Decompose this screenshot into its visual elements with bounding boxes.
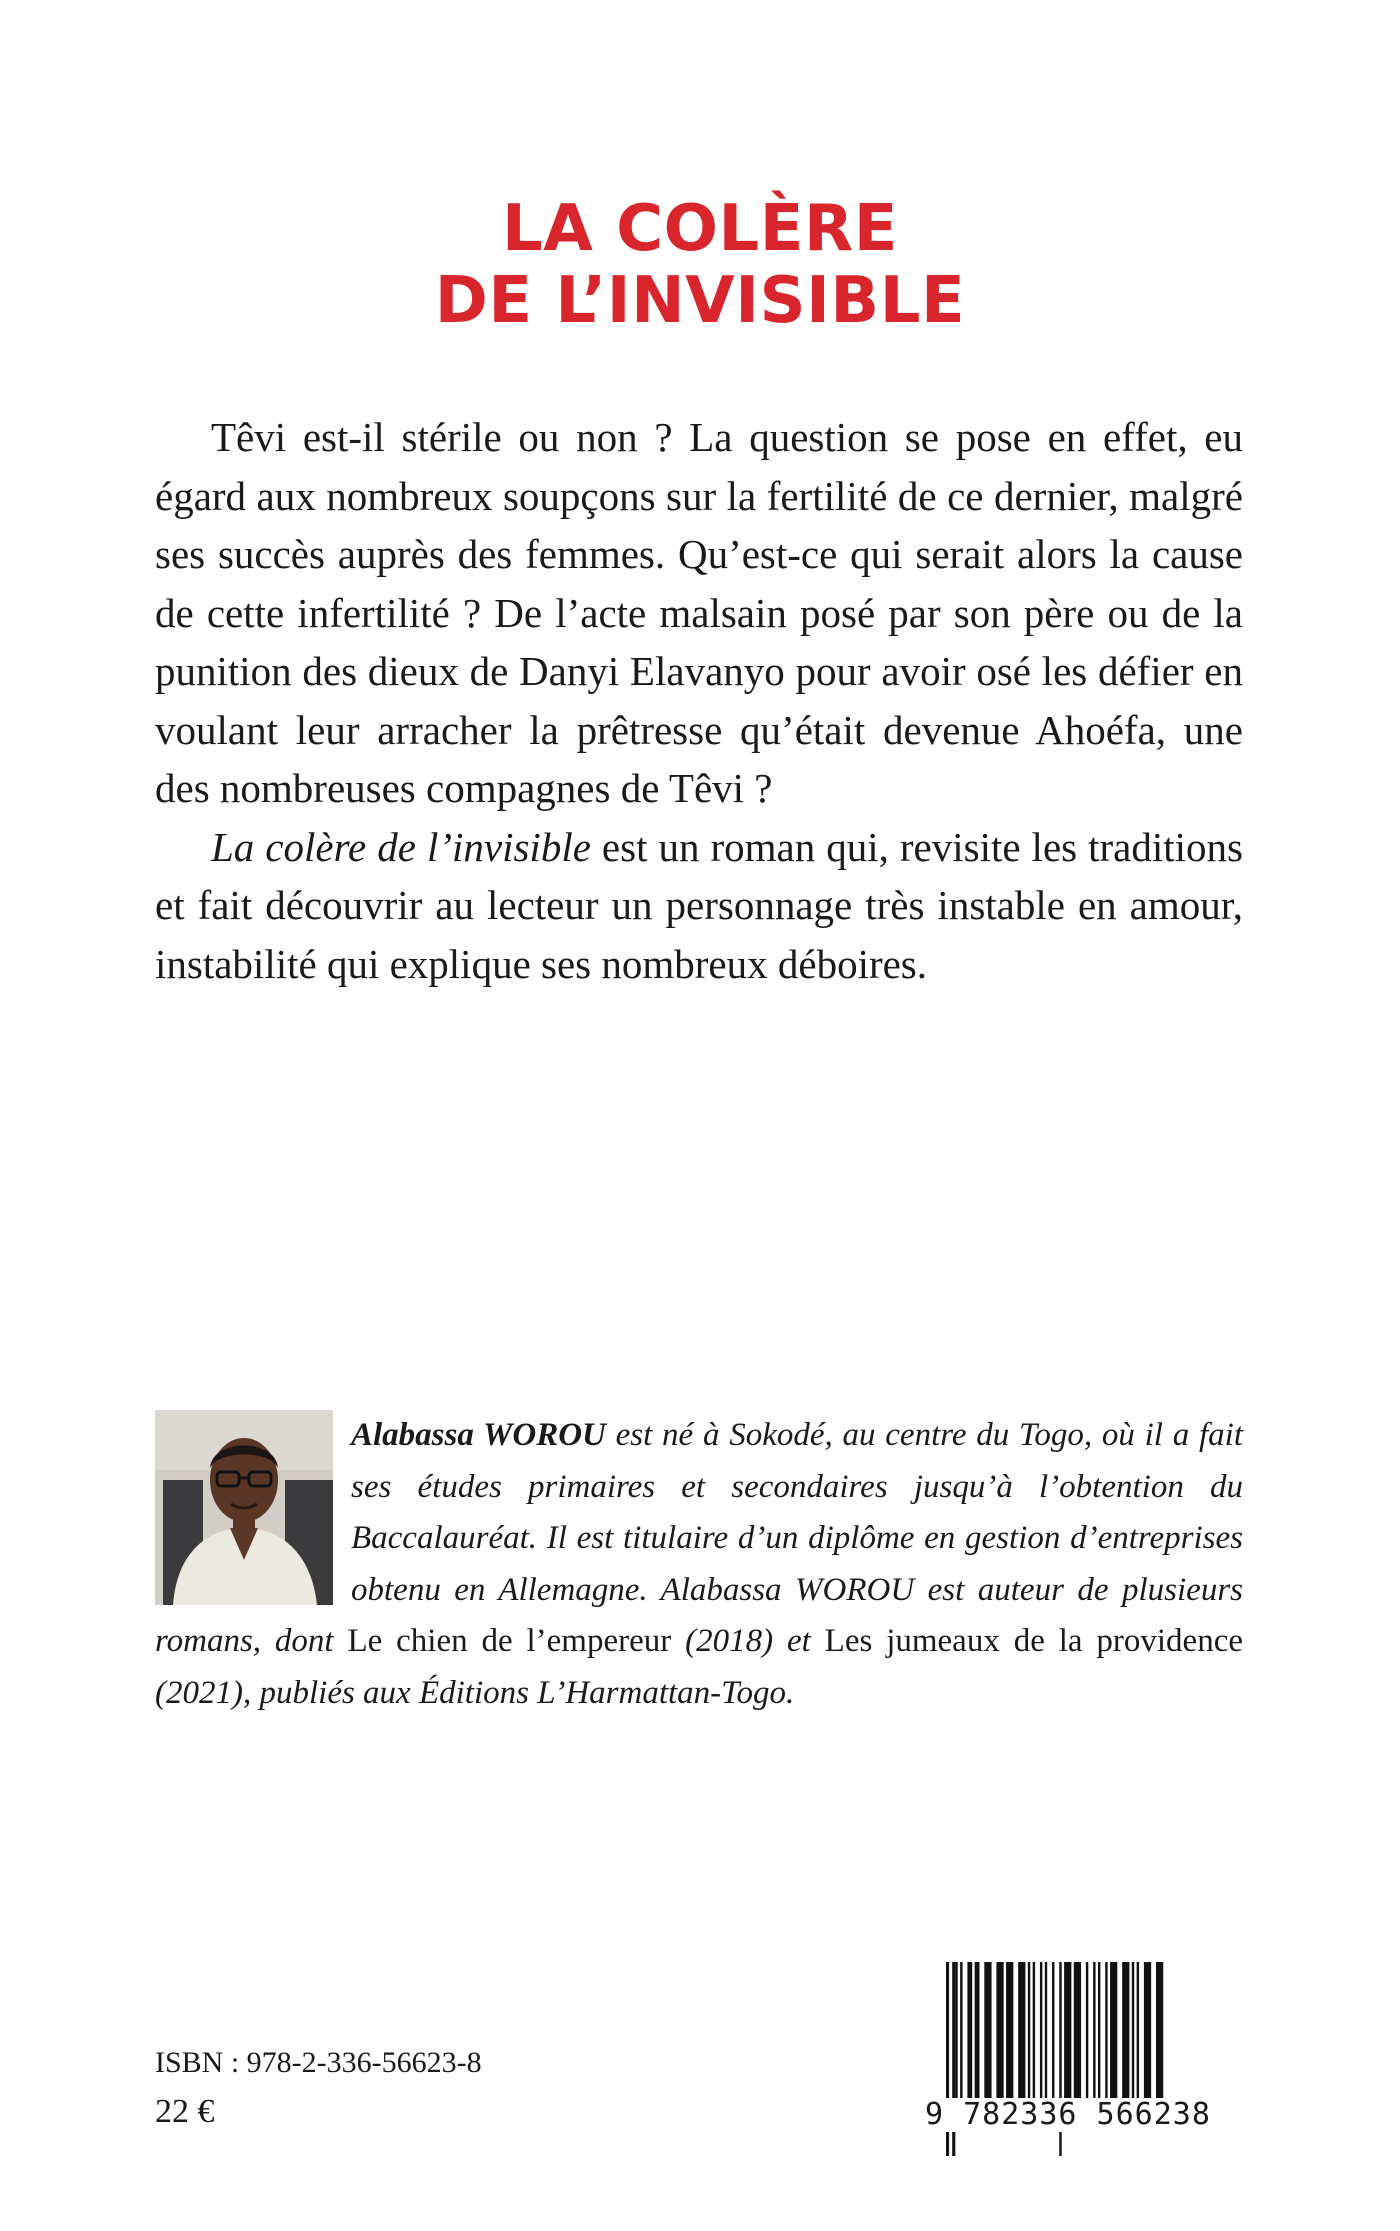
blurb-paragraph-2-text: est un roman qui, revisite les traditions et fait découvrir au lecteur un personnage très instable en amour, instabilité qui explique ses nombreux déboires. [155, 823, 1243, 987]
barcode-bar [984, 1962, 991, 2102]
barcode-bar [1093, 1962, 1095, 2102]
photo-spacer [155, 1410, 351, 1610]
bio-book-1: Le chien de l’empereur [347, 1623, 672, 1659]
bio-book-2: Les jumeaux de la providence [824, 1623, 1244, 1659]
barcode-bar [1098, 1962, 1100, 2102]
barcode-bar [1122, 1962, 1129, 2102]
author-bio [155, 1410, 1243, 1719]
barcode-bar [955, 1962, 957, 2102]
barcode-bar [1137, 1962, 1139, 2102]
barcode-bar [1033, 1962, 1035, 2102]
barcode-bar [1045, 1962, 1047, 2102]
blurb-paragraph-2 [155, 818, 1243, 994]
back-cover-blurb [155, 408, 1243, 993]
blurb-paragraph-1: Têvi est-il stérile ou non ? La question se pose en effet, eu égard aux nombreux soupçons sur la fertilité de ce dernier, malgré ses succès auprès des femmes. Qu’est-ce qui serait alors la cause de cette infertilité ? De l’acte malsain posé par son père ou de la punition des dieux de Danyi Elavanyo pour avoir osé les défier en voulant leur arracher la prêtresse qu’était devenue Ahoéfa, une des nombreuses compagnes de Têvi ? [155, 414, 1243, 811]
bio-text-2: (2018) et [671, 1623, 825, 1659]
barcode-bar [1074, 1962, 1081, 2102]
price-label: 22 € [155, 2093, 215, 2130]
barcode-bar [1086, 1962, 1088, 2102]
bio-text-1: est né à Sokodé, au centre du Togo, où il a fait ses études primaires et secondaires jusqu’à l’obtention du Baccalauréat. Il est titulaire d’un diplôme en gestion d’entreprises obtenu en Allemagne. Alabassa WOROU est auteur de plusieurs romans, dont [155, 1417, 1243, 1659]
barcode-bar [1018, 1962, 1025, 2102]
barcode-bar [1028, 1962, 1030, 2102]
barcode-bar [1132, 1962, 1134, 2102]
author-name: Alabassa WOROU [351, 1417, 606, 1453]
book-title [0, 193, 1400, 337]
barcode-bar [967, 1962, 972, 2102]
barcode-bar [1144, 1962, 1151, 2102]
barcode-bar [1064, 1962, 1071, 2102]
isbn-label: ISBN : 978-2-336-56623-8 [155, 2046, 482, 2079]
barcode-bar [1110, 1962, 1117, 2102]
blurb-book-title: La colère de l’invisible [211, 823, 591, 870]
bio-text-3: (2021), publiés aux Éditions L’Harmattan-Togo. [155, 1674, 795, 1711]
barcode-bar [960, 1962, 962, 2102]
barcode-bar [1156, 1962, 1163, 2102]
barcode-bar [1105, 1962, 1107, 2102]
barcode-bar [975, 1962, 980, 2102]
barcode-bar [1052, 1962, 1054, 2102]
title-line-1: LA COLÈRE [502, 191, 898, 266]
title-line-2: DE L’INVISIBLE [434, 263, 966, 338]
barcode-bar [1006, 1962, 1013, 2102]
barcode-bar [1040, 1962, 1042, 2102]
barcode-bar [996, 1962, 1003, 2102]
barcode-digits: 9 782336 566238 [925, 2098, 1245, 2132]
